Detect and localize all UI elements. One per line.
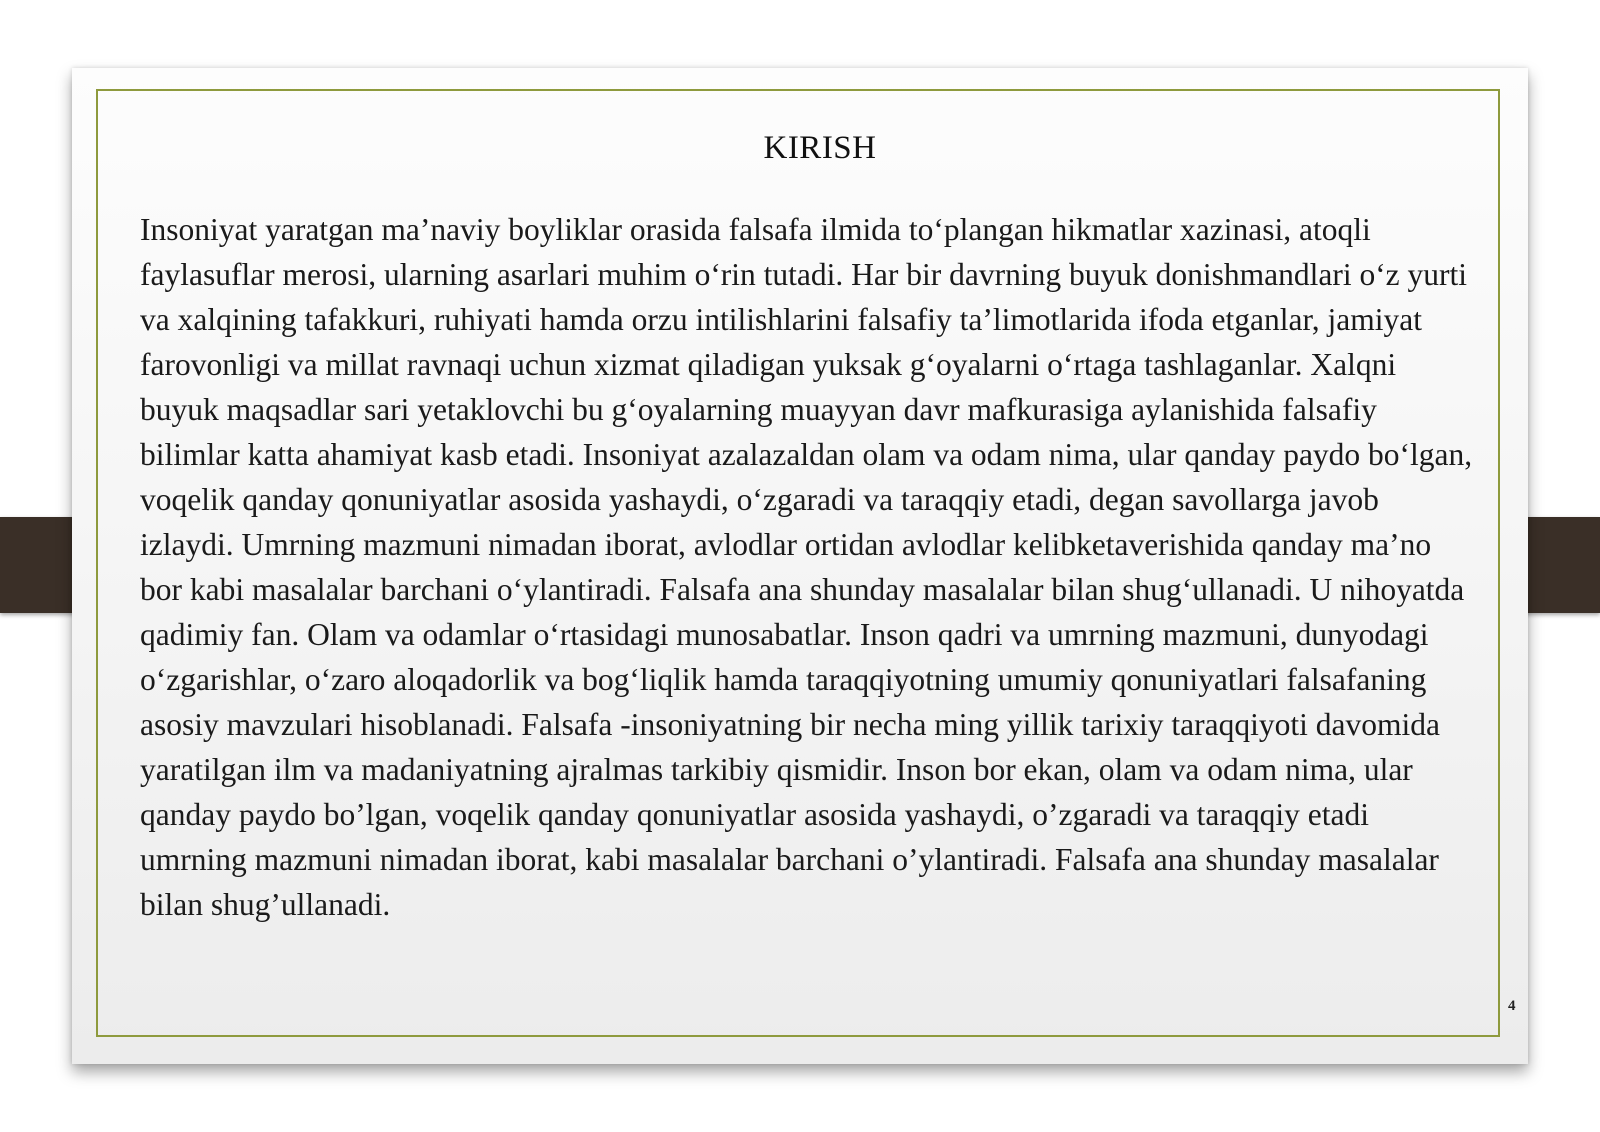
slide-body-text: Insoniyat yaratgan ma’naviy boyliklar orasida falsafa ilmida to‘plangan hikmatlar xazinasi, atoqli faylasuflar merosi, ularning asarlari muhim o‘rin tutadi. Har bir davrning buyuk donishmandlari o‘z yurti va xalqining tafakkuri, ruhiyati hamda orzu intilishlarini falsafiy ta’limotlarida ifoda etganlar, jamiyat farovonligi va millat ravnaqi uchun xizmat qiladigan yuksak g‘oyalarni o‘rtaga tashlaganlar. Xalqni buyuk maqsadlar sari yetaklovchi bu g‘oyalarning muayyan davr mafkurasiga aylanishida falsafiy bilimlar katta ahamiyat kasb etadi. Insoniyat azalazaldan olam va odam nima, ular qanday paydo bo‘lgan, voqelik qanday qonuniyatlar asosida yashaydi, o‘zgaradi va taraqqiy etadi, degan savollarga javob izlaydi. Umrning mazmuni nimadan iborat, avlodlar ortidan avlodlar kelibketaverishida qanday ma’no bor kabi masalalar barchani o‘ylantiradi. Falsafa ana shunday masalalar bilan shug‘ullanadi. U nihoyatda qadimiy fan. Olam va odamlar o‘rtasidagi munosabatlar. Inson qadri va umrning mazmuni, dunyodagi o‘zgarishlar, o‘zaro aloqadorlik va bog‘liqlik hamda taraqqiyotning umumiy qonuniyatlari falsafaning asosiy mavzulari hisoblanadi. Falsafa -insoniyatning bir necha ming yillik tarixiy taraqqiyoti davomida yaratilgan ilm va madaniyatning ajralmas tarkibiy qismidir. Inson bor ekan, olam va odam nima, ular qanday paydo bo’lgan, voqelik qanday qonuniyatlar asosida yashaydi, o’zgaradi va taraqqiy etadi umrning mazmuni nimadan iborat, kabi masalalar barchani o’ylantiradi. Falsafa ana shunday masalalar bilan shug’ullanadi. bbox=[140, 212, 1473, 922]
page-number: 4 bbox=[1508, 998, 1516, 1014]
slide-title: KIRISH bbox=[763, 130, 877, 166]
